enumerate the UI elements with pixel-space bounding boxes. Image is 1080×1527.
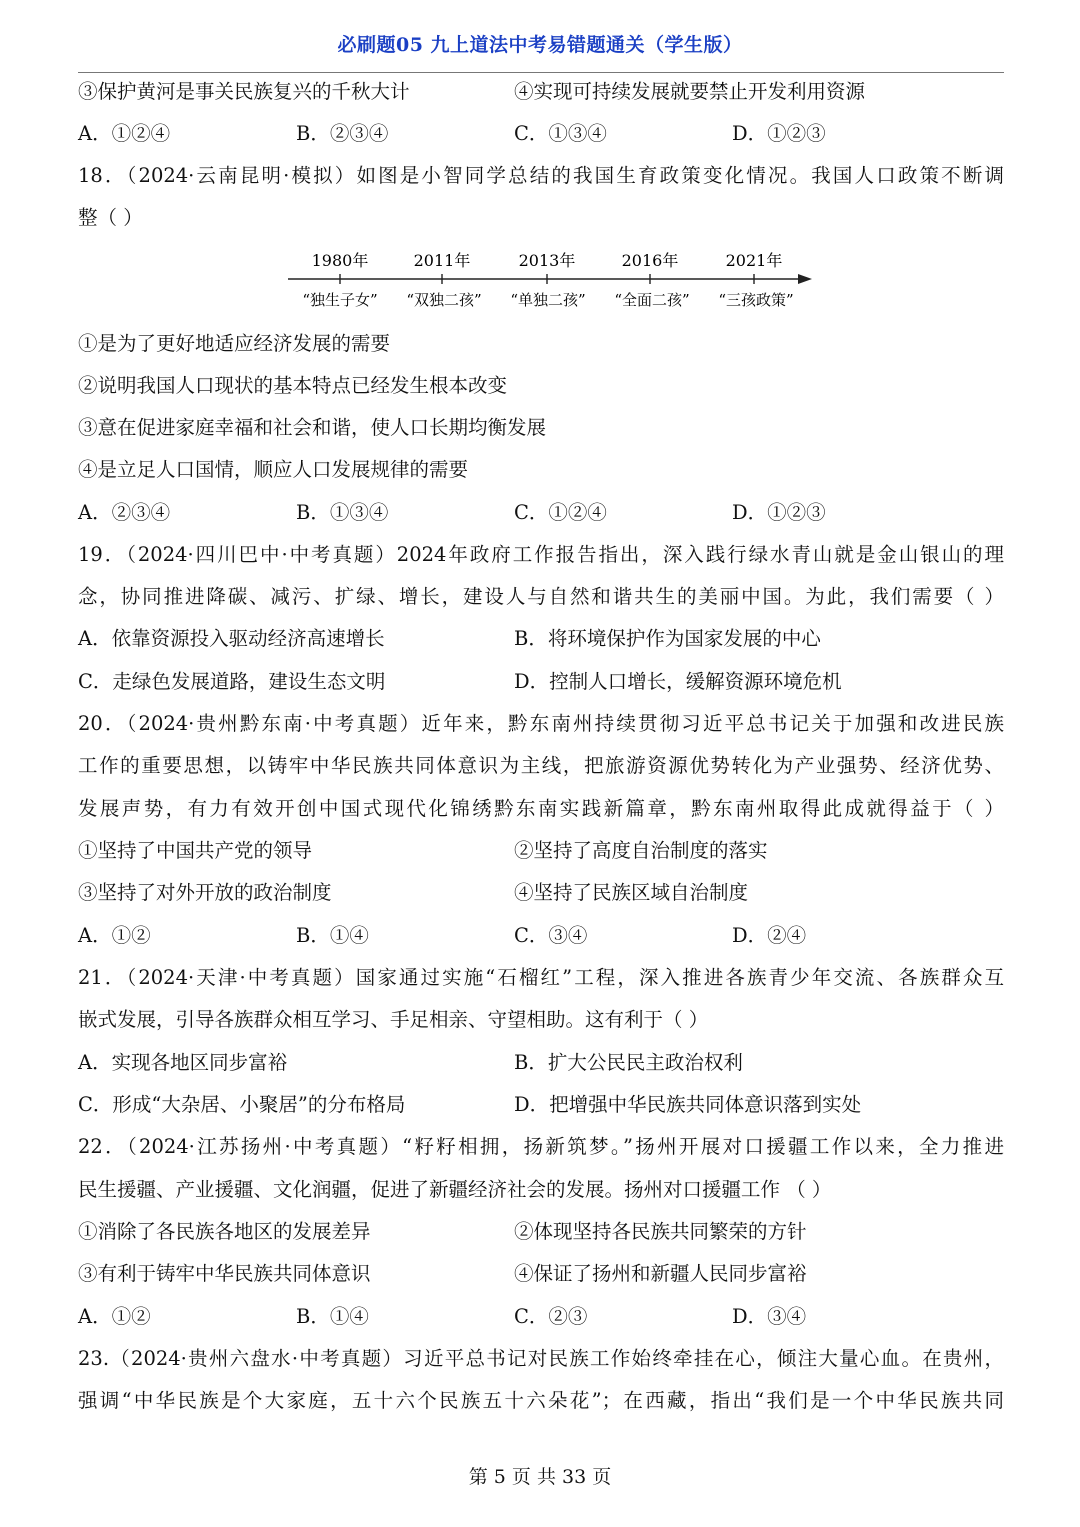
q22-option-a[interactable]: A．①② [78,1305,151,1328]
q20-statements-row-1 [78,837,1004,865]
q20-stem-line-1: 20．（2024·贵州黔东南·中考真题）近年来，黔东南州持续贯彻习近平总书记关于加强和改进民族 [78,712,1004,735]
q20-option-a[interactable]: A．①② [78,924,151,947]
q22-statement-4: ④保证了扬州和新疆人民同步富裕 [514,1262,807,1285]
q18-option-a[interactable]: A．②③④ [78,501,171,524]
q20-stem-line-2: 工作的重要思想，以铸牢中华民族共同体意识为主线，把旅游资源优势转化为产业强势、经济优势、 [78,754,1004,777]
q17-option-c[interactable]: C．①③④ [514,122,607,145]
q18-option-c[interactable]: C．①②④ [514,501,607,524]
q19-option-c[interactable]: C．走绿色发展道路，建设生态文明 [78,670,386,693]
q19-stem-line-1: 19．（2024·四川巴中·中考真题）2024年政府工作报告指出，深入践行绿水青山就是金山银山的理 [78,543,1004,566]
q22-statements-row-1 [78,1218,1004,1246]
q18-statement-4: ④是立足人口国情，顺应人口发展规律的需要 [78,458,469,481]
q21-option-a[interactable]: A．实现各地区同步富裕 [78,1051,288,1074]
q18-option-b[interactable]: B．①③④ [296,501,389,524]
q22-option-c[interactable]: C．②③ [514,1305,588,1328]
timeline-year-1980: 1980年 [311,251,369,270]
q22-option-b[interactable]: B．①④ [296,1305,369,1328]
timeline-year-2011: 2011年 [413,251,471,270]
q19-options-row-1 [78,625,1004,653]
q18-statement-3: ③意在促进家庭幸福和社会和谐，使人口长期均衡发展 [78,416,547,439]
page-number-footer: 第 5 页 共 33 页 [468,1466,612,1488]
q19-option-a[interactable]: A．依靠资源投入驱动经济高速增长 [78,627,385,650]
q22-statement-2: ②体现坚持各民族共同繁荣的方针 [514,1220,807,1243]
q17-option-d[interactable]: D．①②③ [732,122,826,145]
q20-statements-row-2 [78,879,1004,907]
q20-statement-2: ②坚持了高度自治制度的落实 [514,839,768,862]
q22-stem-line-2: 民生援疆、产业援疆、文化润疆，促进了新疆经济社会的发展。扬州对口援疆工作 （ ） [78,1178,832,1201]
header-divider [78,72,1004,73]
q22-stem-line-1: 22．（2024·江苏扬州·中考真题）“籽籽相拥，扬新筑梦。”扬州开展对口援疆工作以来，全力推进 [78,1135,1004,1158]
q19-stem-line-2: 念，协同推进降碳、减污、扩绿、增长，建设人与自然和谐共生的美丽中国。为此，我们需要（ ） [78,585,1004,608]
q18-option-d[interactable]: D．①②③ [732,501,826,524]
q17-option-a[interactable]: A．①②④ [78,122,171,145]
q20-option-d[interactable]: D．②④ [732,924,807,947]
q20-stem-line-3: 发展声势，有力有效开创中国式现代化锦绣黔东南实践新篇章，黔东南州取得此成就得益于（ ） [78,797,1004,820]
q18-statement-1: ①是为了更好地适应经济发展的需要 [78,332,391,355]
q17-statements-row [78,78,1004,106]
q22-statement-3: ③有利于铸牢中华民族共同体意识 [78,1262,371,1285]
q20-statement-3: ③坚持了对外开放的政治制度 [78,881,332,904]
policy-timeline [282,244,822,324]
timeline-policy-3: “单独二孩” [510,291,586,309]
timeline-policy-4: “全面二孩” [614,291,690,309]
q21-option-b[interactable]: B．扩大公民民主政治权利 [514,1051,743,1074]
q21-option-d[interactable]: D．把增强中华民族共同体意识落到实处 [514,1093,862,1116]
q22-option-d[interactable]: D．③④ [732,1305,807,1328]
timeline-year-2021: 2021年 [725,251,783,270]
q20-statement-1: ①坚持了中国共产党的领导 [78,839,313,862]
q18-stem-line-2: 整（ ） [78,206,143,229]
q20-options [78,922,1004,950]
q21-stem-line-1: 21．（2024·天津·中考真题）国家通过实施“石榴红”工程，深入推进各族青少年交流、各族群众互 [78,966,1004,989]
page-header-title: 必刷题05 九上道法中考易错题通关（学生版） [337,34,743,56]
q20-statement-4: ④坚持了民族区域自治制度 [514,881,749,904]
q22-statements-row-2 [78,1260,1004,1288]
q21-option-c[interactable]: C．形成“大杂居、小聚居”的分布格局 [78,1093,406,1116]
timeline-year-2016: 2016年 [621,251,679,270]
q17-statement-4: ④实现可持续发展就要禁止开发利用资源 [514,80,866,103]
q20-option-c[interactable]: C．③④ [514,924,588,947]
timeline-year-2013: 2013年 [518,251,576,270]
q23-stem-line-2: 强调“中华民族是个大家庭，五十六个民族五十六朵花”；在西藏，指出“我们是一个中华民族共同 [78,1389,1004,1412]
q22-options [78,1303,1004,1331]
timeline-policy-5: “三孩政策” [718,291,794,309]
timeline-policy-2: “双独二孩” [406,291,482,309]
q21-options-row-1 [78,1049,1004,1077]
q18-options [78,499,1004,527]
q19-option-b[interactable]: B．将环境保护作为国家发展的中心 [514,627,821,650]
q18-statement-2: ②说明我国人口现状的基本特点已经发生根本改变 [78,374,508,397]
q21-options-row-2 [78,1091,1004,1119]
q20-option-b[interactable]: B．①④ [296,924,369,947]
q17-options [78,120,1004,148]
q21-stem-line-2: 嵌式发展，引导各族群众相互学习、手足相亲、守望相助。这有利于（ ） [78,1008,709,1031]
q17-option-b[interactable]: B．②③④ [296,122,389,145]
q19-option-d[interactable]: D．控制人口增长，缓解资源环境危机 [514,670,842,693]
q17-statement-3: ③保护黄河是事关民族复兴的千秋大计 [78,80,410,103]
q19-options-row-2 [78,668,1004,696]
timeline-arrow-icon [798,274,812,284]
q18-stem-line-1: 18．（2024·云南昆明·模拟）如图是小智同学总结的我国生育政策变化情况。我国人口政策不断调 [78,164,1004,187]
timeline-policy-1: “独生子女” [302,291,378,309]
q23-stem-line-1: 23.（2024·贵州六盘水·中考真题）习近平总书记对民族工作始终牵挂在心，倾注大量心血。在贵州， [78,1347,1004,1370]
q22-statement-1: ①消除了各民族各地区的发展差异 [78,1220,371,1243]
